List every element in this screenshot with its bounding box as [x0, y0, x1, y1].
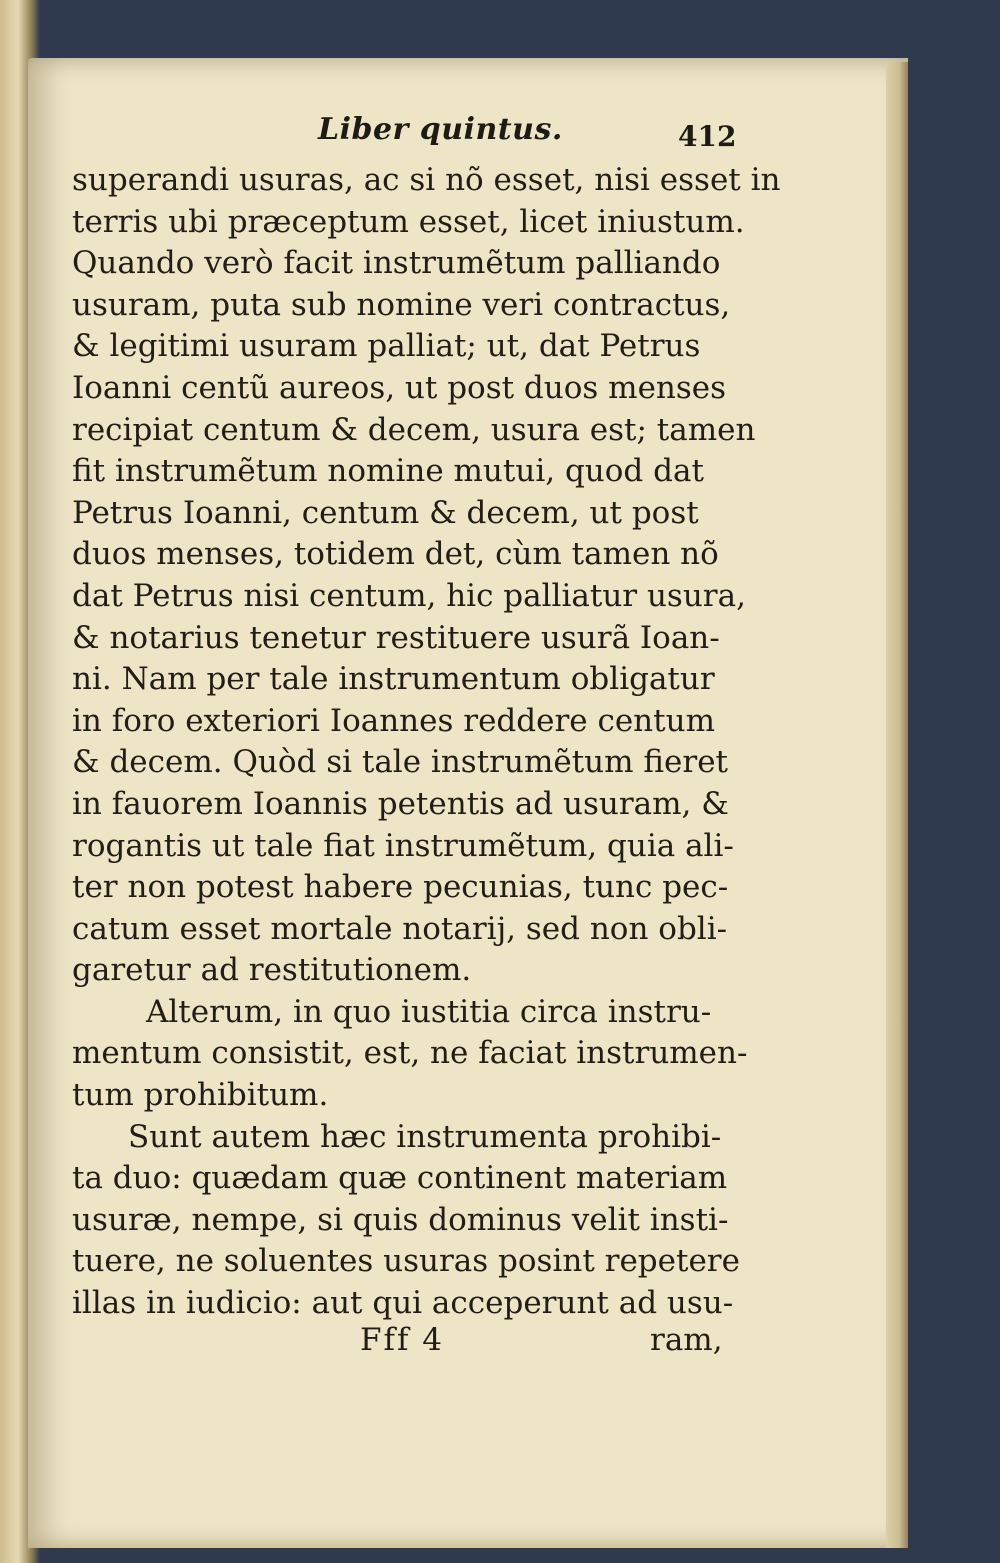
- text-line: ta duo: quædam quæ continent materiam: [72, 1160, 728, 1197]
- page-number: 412: [678, 120, 737, 153]
- text-line: Sunt autem hæc instrumenta prohibi-: [128, 1118, 722, 1155]
- text-line: mentum consistit, est, ne faciat instrumen-: [72, 1035, 748, 1072]
- text-line: usuram, puta sub nomine veri contractus,: [72, 286, 731, 323]
- text-line: Alterum, in quo iustitia circa instru-: [146, 993, 712, 1030]
- text-line: & decem. Quòd si tale instrumẽtum fieret: [72, 744, 729, 781]
- text-line: ter non potest habere pecunias, tunc pec-: [72, 869, 729, 906]
- catchword: ram,: [650, 1322, 723, 1358]
- text-line: terris ubi præceptum esset, licet iniustum.: [72, 203, 745, 240]
- text-line: tum prohibitum.: [72, 1077, 329, 1114]
- text-line: catum esset mortale notarij, sed non obli-: [72, 910, 728, 947]
- text-line: ni. Nam per tale instrumentum obligatur: [72, 661, 715, 698]
- text-line: duos menses, totidem det, cùm tamen nõ: [72, 536, 719, 573]
- text-line: & legitimi usuram palliat; ut, dat Petrus: [72, 328, 701, 365]
- running-head: Liber quintus.: [318, 112, 563, 147]
- text-line: garetur ad restitutionem.: [72, 952, 472, 989]
- text-line: illas in iudicio: aut qui acceperunt ad usu-: [72, 1285, 734, 1322]
- page-header: [28, 112, 908, 162]
- text-line: in foro exteriori Ioannes reddere centum: [72, 702, 715, 739]
- body-text: [72, 160, 781, 1325]
- text-line: Quando verò facit instrumẽtum palliando: [72, 245, 721, 282]
- signature-mark: Fff 4: [360, 1322, 445, 1358]
- text-line: usuræ, nempe, si quis dominus velit insti-: [72, 1201, 729, 1238]
- text-line: fit instrumẽtum nomine mutui, quod dat: [72, 453, 704, 490]
- page-footer: [28, 1322, 908, 1372]
- text-line: rogantis ut tale fiat instrumẽtum, quia ali-: [72, 827, 734, 864]
- text-line: & notarius tenetur restituere usurã Ioan-: [72, 619, 720, 656]
- text-line: in fauorem Ioannis petentis ad usuram, &: [72, 785, 729, 822]
- text-line: Petrus Ioanni, centum & decem, ut post: [72, 494, 699, 531]
- text-line: tuere, ne soluentes usuras posint repetere: [72, 1243, 740, 1280]
- text-line: superandi usuras, ac si nõ esset, nisi esset in: [72, 162, 781, 198]
- text-line: recipiat centum & decem, usura est; tamen: [72, 411, 756, 448]
- text-line: dat Petrus nisi centum, hic palliatur usura,: [72, 577, 746, 614]
- text-line: Ioanni centũ aureos, ut post duos menses: [72, 369, 727, 406]
